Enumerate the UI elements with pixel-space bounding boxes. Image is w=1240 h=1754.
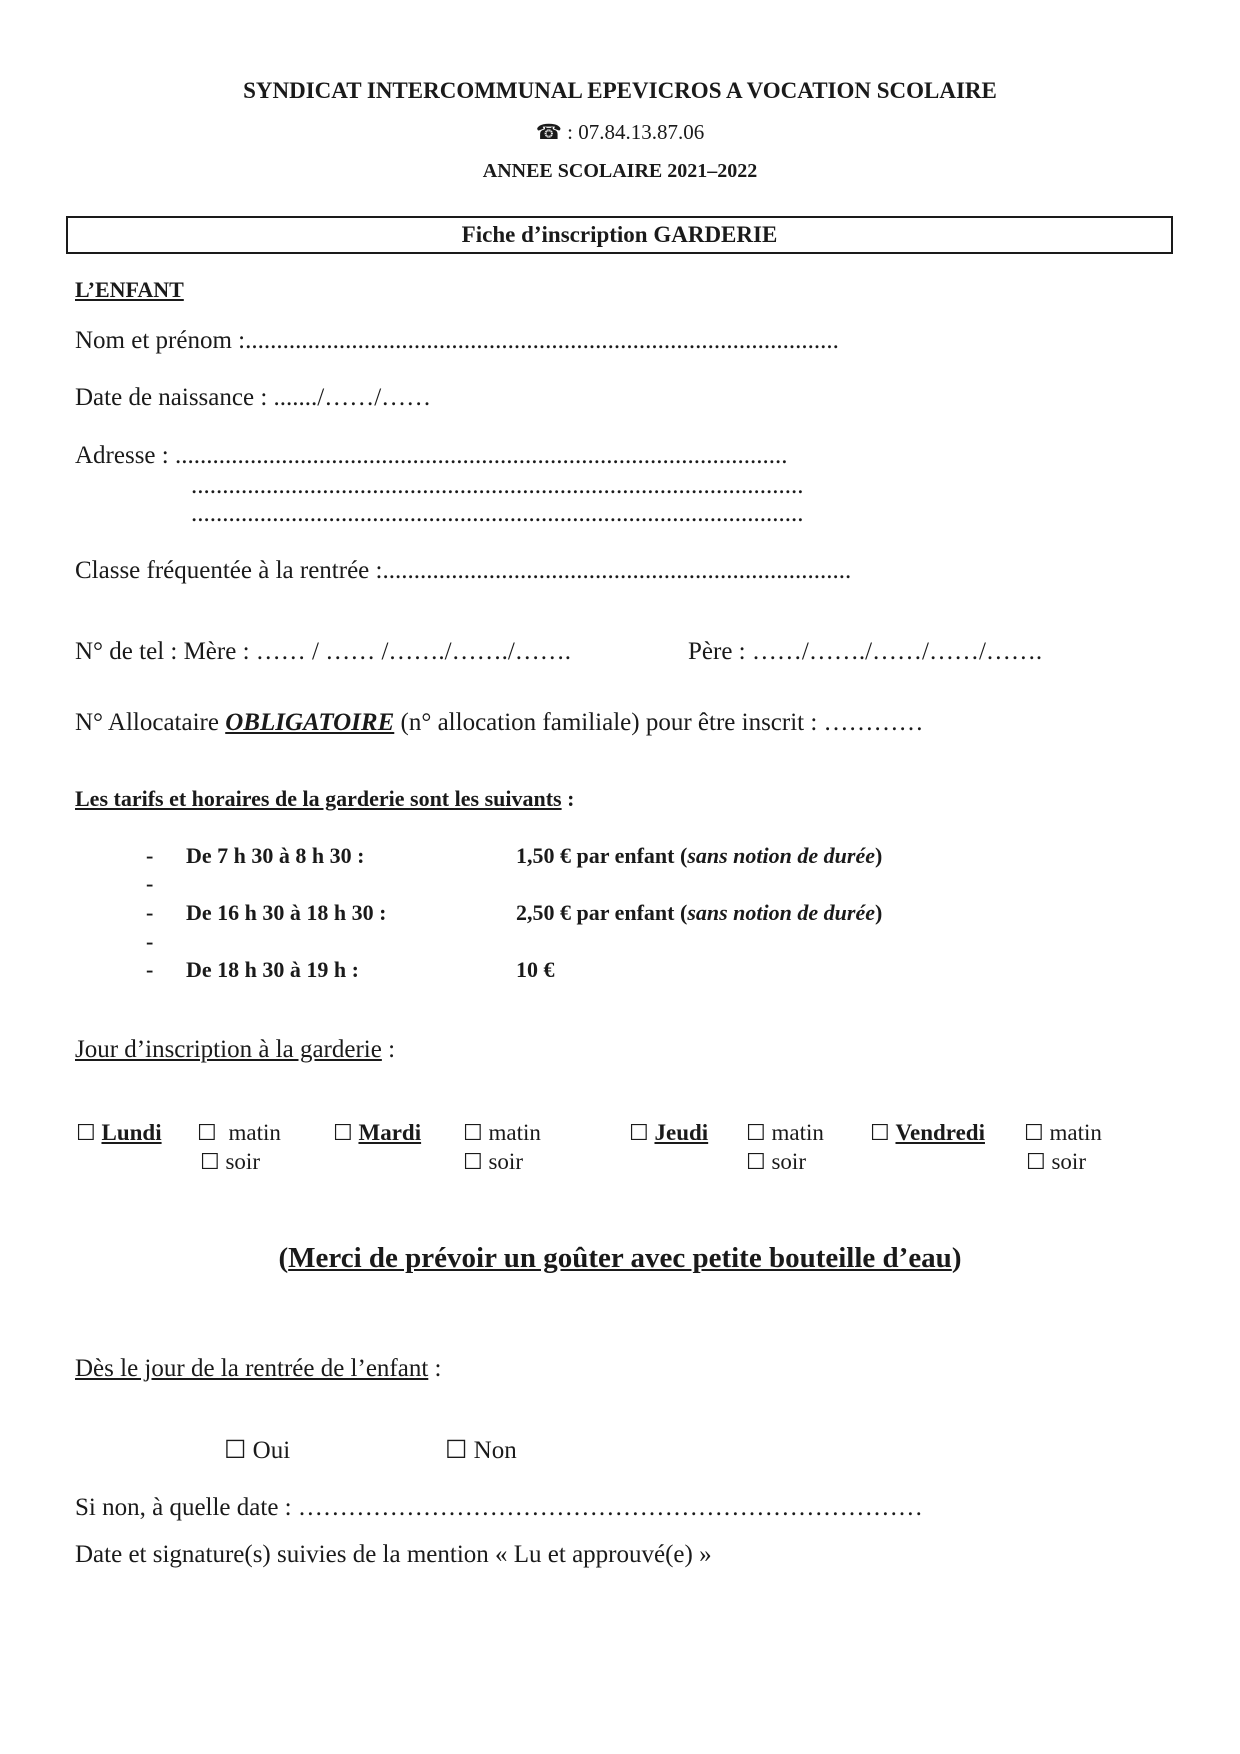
tarif-price-1-close: )	[874, 843, 883, 868]
alt-date-field[interactable]: Si non, à quelle date : …………………………………………………………………	[75, 1494, 923, 1521]
mardi-matin-checkbox[interactable]: ☐	[463, 1120, 483, 1145]
jours-heading	[75, 1036, 395, 1064]
mardi-label: Mardi	[358, 1120, 422, 1145]
oui-checkbox[interactable]: ☐	[224, 1437, 247, 1464]
vendredi-soir-checkbox[interactable]: ☐	[1026, 1149, 1046, 1174]
day-lundi	[76, 1120, 162, 1146]
allocataire-mandatory: OBLIGATOIRE	[225, 709, 395, 736]
tarif-bullet: -	[146, 871, 154, 896]
lundi-matin-label: matin	[228, 1120, 281, 1145]
oui-label: Oui	[252, 1437, 291, 1464]
vendredi-matin-label: matin	[1049, 1120, 1102, 1145]
jeudi-soir-checkbox[interactable]: ☐	[746, 1149, 766, 1174]
rentree-heading	[75, 1355, 442, 1383]
mardi-matin-label: matin	[488, 1120, 541, 1145]
vendredi-soir-label: soir	[1051, 1149, 1086, 1174]
gouter-close: )	[951, 1242, 962, 1274]
org-title: SYNDICAT INTERCOMMUNAL EPEVICROS A VOCATION SCOLAIRE	[243, 78, 997, 103]
gouter-text: Merci de prévoir un goûter avec petite bouteille d’eau	[288, 1242, 952, 1274]
tarif-price-1-amount: 1,50 € par enfant (	[516, 843, 688, 868]
allocataire-suffix: (n° allocation familiale) pour être inscrit : …………	[394, 709, 924, 736]
lundi-checkbox[interactable]: ☐	[76, 1120, 96, 1145]
jeudi-matin-label: matin	[771, 1120, 824, 1145]
jeudi-soir-label: soir	[771, 1149, 806, 1174]
father-phone-field[interactable]: Père : ……/……./……/……/…….	[688, 638, 1043, 665]
mardi-matin	[463, 1120, 541, 1146]
vendredi-matin	[1024, 1120, 1102, 1146]
mardi-soir	[463, 1149, 523, 1175]
vendredi-label: Vendredi	[895, 1120, 985, 1145]
tarif-time-3: De 18 h 30 à 19 h :	[186, 957, 359, 982]
signature-instruction: Date et signature(s) suivies de la mention « Lu et approuvé(e) »	[75, 1541, 712, 1568]
tarif-price-1-note: sans notion de durée	[687, 843, 875, 868]
address-field-line-2[interactable]: ..................................................................................................	[191, 472, 804, 499]
tarif-time-2: De 16 h 30 à 18 h 30 :	[186, 900, 387, 925]
non-option	[445, 1437, 517, 1465]
vendredi-checkbox[interactable]: ☐	[870, 1120, 890, 1145]
mardi-checkbox[interactable]: ☐	[333, 1120, 353, 1145]
jeudi-matin-checkbox[interactable]: ☐	[746, 1120, 766, 1145]
lundi-soir-label: soir	[225, 1149, 260, 1174]
vendredi-soir	[1026, 1149, 1086, 1175]
jeudi-checkbox[interactable]: ☐	[629, 1120, 649, 1145]
mardi-soir-label: soir	[488, 1149, 523, 1174]
tarif-bullet: -	[146, 929, 154, 954]
jeudi-matin	[746, 1120, 824, 1146]
tarif-price-2-close: )	[874, 900, 883, 925]
class-field[interactable]: Classe fréquentée à la rentrée :...........................................................................	[75, 557, 852, 584]
lundi-matin-checkbox[interactable]: ☐	[197, 1120, 217, 1145]
form-title-box	[66, 216, 1173, 254]
birth-date-field[interactable]: Date de naissance : ......./……/……	[75, 384, 432, 411]
phone-line	[0, 120, 1240, 145]
tarif-bullet: -	[146, 957, 154, 982]
lundi-soir	[200, 1149, 260, 1175]
non-checkbox[interactable]: ☐	[445, 1437, 468, 1464]
form-title: Fiche d’inscription GARDERIE	[461, 222, 778, 247]
vendredi-matin-checkbox[interactable]: ☐	[1024, 1120, 1044, 1145]
allocataire-label: N° Allocataire	[75, 709, 226, 736]
oui-option	[224, 1437, 290, 1465]
tarifs-heading-colon: :	[561, 786, 575, 811]
gouter-notice	[0, 1242, 1240, 1275]
tarif-bullet: -	[146, 843, 154, 868]
child-name-field[interactable]: Nom et prénom :...............................................................................................	[75, 327, 839, 354]
tarif-price-2-note: sans notion de durée	[687, 900, 875, 925]
tarif-price-3: 10 €	[516, 957, 555, 982]
rentree-heading-colon: :	[428, 1355, 442, 1382]
mardi-soir-checkbox[interactable]: ☐	[463, 1149, 483, 1174]
jeudi-soir	[746, 1149, 806, 1175]
day-vendredi	[870, 1120, 985, 1146]
jours-heading-text: Jour d’inscription à la garderie	[75, 1036, 382, 1063]
rentree-heading-text: Dès le jour de la rentrée de l’enfant	[75, 1355, 429, 1382]
tarif-price-2-amount: 2,50 € par enfant (	[516, 900, 688, 925]
tarif-time-1: De 7 h 30 à 8 h 30 :	[186, 843, 365, 868]
address-field-line-1[interactable]: Adresse : ..................................................................................................	[75, 442, 788, 469]
phone-number: : 07.84.13.87.06	[561, 120, 705, 144]
jeudi-label: Jeudi	[654, 1120, 709, 1145]
tarif-price-2	[516, 900, 882, 926]
tarif-price-1	[516, 843, 882, 869]
school-year: ANNEE SCOLAIRE 2021–2022	[482, 160, 758, 182]
allocataire-field[interactable]	[75, 709, 924, 737]
day-jeudi	[629, 1120, 708, 1146]
phone-icon: ☎	[535, 120, 562, 144]
mother-phone-field[interactable]: N° de tel : Mère : …… / …… /……./……./…….	[75, 638, 572, 665]
gouter-open: (	[278, 1242, 289, 1274]
tarifs-heading	[75, 786, 574, 812]
tarifs-heading-text: Les tarifs et horaires de la garderie sont les suivants	[75, 786, 562, 811]
lundi-label: Lundi	[101, 1120, 162, 1145]
jours-heading-colon: :	[381, 1036, 396, 1063]
tarif-bullet: -	[146, 900, 154, 925]
non-label: Non	[473, 1437, 517, 1464]
lundi-soir-checkbox[interactable]: ☐	[200, 1149, 220, 1174]
lundi-matin	[197, 1120, 281, 1146]
day-mardi	[333, 1120, 421, 1146]
address-field-line-3[interactable]: ..................................................................................................	[191, 500, 804, 527]
section-heading-enfant: L’ENFANT	[75, 277, 184, 302]
